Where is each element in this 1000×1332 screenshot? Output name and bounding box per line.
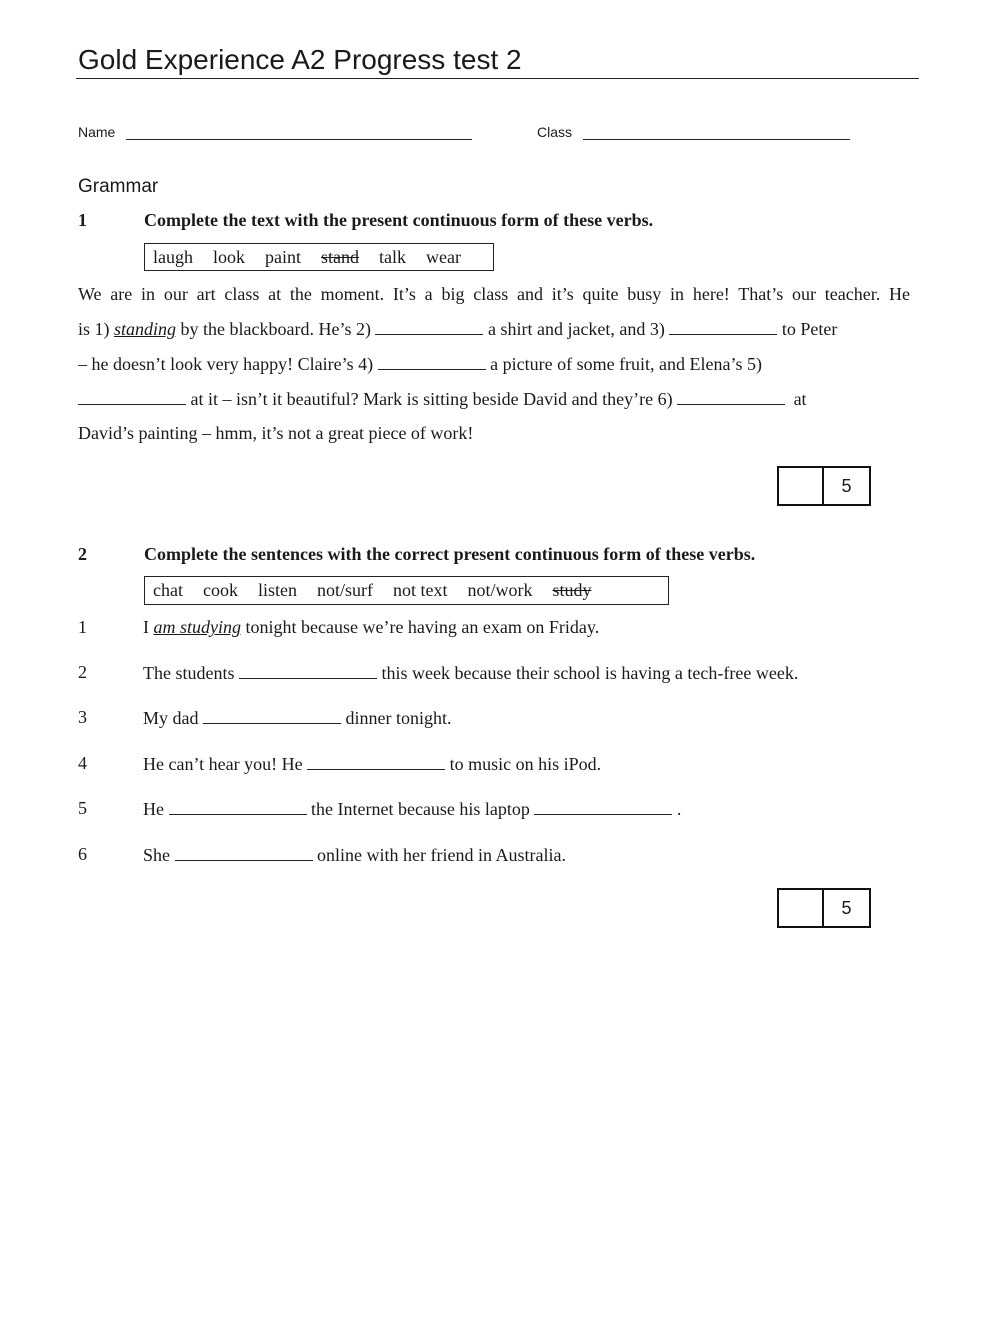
text-fragment: . xyxy=(676,799,682,819)
text-fragment: I xyxy=(143,617,149,637)
word-item: talk xyxy=(379,246,407,267)
exercise2-score-box xyxy=(777,888,871,928)
exercise2-number: 2 xyxy=(78,544,87,564)
exercise2-word-box xyxy=(144,576,669,605)
word-item: listen xyxy=(257,580,297,600)
text-fragment: this week because their school is having a tech-free week. xyxy=(381,663,799,683)
text-fragment: by the blackboard. He’s 2) xyxy=(180,319,371,339)
section-title: Grammar xyxy=(78,176,159,197)
exercise1-instruction: Complete the text with the present continuous form of these verbs. xyxy=(144,210,654,230)
exercise1-text-line4 xyxy=(78,388,910,410)
answer-blank-4[interactable] xyxy=(378,353,486,370)
exercise2-item-2 xyxy=(143,662,798,684)
answer-blank[interactable] xyxy=(307,753,445,770)
exercise1-text-line3 xyxy=(78,353,910,375)
text-fragment: is 1) xyxy=(78,319,110,339)
word-item: laugh xyxy=(153,246,193,267)
example-answer: standing xyxy=(114,319,177,339)
title-divider xyxy=(76,78,919,79)
exercise1-text-line2 xyxy=(78,318,910,340)
answer-blank[interactable] xyxy=(534,798,672,815)
exercise2-instruction: Complete the sentences with the correct present continuous form of these verbs. xyxy=(144,544,756,564)
text-fragment: at it – isn’t it beautiful? Mark is sitting beside David and they’re 6) xyxy=(190,389,673,409)
score-input[interactable] xyxy=(779,890,824,926)
item-number: 4 xyxy=(78,753,87,773)
exercise1-text-line5: David’s painting – hmm, it’s not a great piece of work! xyxy=(78,423,474,443)
word-item: wear xyxy=(426,246,461,267)
text-fragment: tonight because we’re having an exam on Friday. xyxy=(245,617,600,637)
word-item: paint xyxy=(265,246,302,267)
answer-blank[interactable] xyxy=(169,798,307,815)
word-item: not text xyxy=(392,580,448,600)
word-item: cook xyxy=(202,580,238,600)
exercise1-number: 1 xyxy=(78,210,87,230)
text-fragment: the Internet because his laptop xyxy=(311,799,530,819)
exercise2-item-6 xyxy=(143,844,566,866)
exercise2-item-5 xyxy=(143,798,681,820)
answer-blank-5[interactable] xyxy=(78,388,186,405)
answer-blank[interactable] xyxy=(239,662,377,679)
text-fragment: – he doesn’t look very happy! Claire’s 4) xyxy=(78,354,374,374)
exercise1-text-line1: We are in our art class at the moment. It’s a big class and it’s quite busy in here! That’s our teacher. He xyxy=(78,284,910,304)
item-number: 6 xyxy=(78,844,87,864)
word-item: not/surf xyxy=(316,580,373,600)
word-item: not/work xyxy=(467,580,533,600)
text-fragment: My dad xyxy=(143,708,199,728)
class-field[interactable] xyxy=(583,139,850,140)
score-input[interactable] xyxy=(779,468,824,504)
word-item: chat xyxy=(153,580,183,600)
name-label: Name xyxy=(78,124,116,140)
item-number: 5 xyxy=(78,798,87,818)
example-answer: am studying xyxy=(153,617,241,637)
class-label: Class xyxy=(537,124,573,140)
exercise2-item-4 xyxy=(143,753,601,775)
text-fragment: at xyxy=(793,389,807,409)
text-fragment: to music on his iPod. xyxy=(449,754,602,774)
answer-blank-2[interactable] xyxy=(375,318,483,335)
text-fragment: a picture of some fruit, and Elena’s 5) xyxy=(490,354,763,374)
word-item-crossed: stand xyxy=(321,246,360,267)
word-item: look xyxy=(213,246,246,267)
text-fragment: She xyxy=(143,845,170,865)
exercise2-item-1 xyxy=(143,617,599,638)
text-fragment: The students xyxy=(143,663,235,683)
answer-blank[interactable] xyxy=(175,844,313,861)
item-number: 1 xyxy=(78,617,87,637)
text-fragment: dinner tonight. xyxy=(345,708,452,728)
answer-blank-6[interactable] xyxy=(677,388,785,405)
word-item-crossed: study xyxy=(552,580,592,600)
score-total: 5 xyxy=(841,475,852,496)
page-title: Gold Experience A2 Progress test 2 xyxy=(78,44,522,75)
text-fragment: online with her friend in Australia. xyxy=(317,845,566,865)
answer-blank[interactable] xyxy=(203,707,341,724)
text-fragment: a shirt and jacket, and 3) xyxy=(487,319,665,339)
exercise2-item-3 xyxy=(143,707,452,729)
item-number: 3 xyxy=(78,707,87,727)
score-total: 5 xyxy=(841,897,852,918)
exercise1-score-box xyxy=(777,466,871,506)
text-fragment: He can’t hear you! He xyxy=(143,754,303,774)
exercise1-word-box xyxy=(144,243,494,271)
text-fragment: He xyxy=(143,799,164,819)
name-field[interactable] xyxy=(126,139,472,140)
text-fragment: to Peter xyxy=(781,319,838,339)
answer-blank-3[interactable] xyxy=(669,318,777,335)
item-number: 2 xyxy=(78,662,87,682)
